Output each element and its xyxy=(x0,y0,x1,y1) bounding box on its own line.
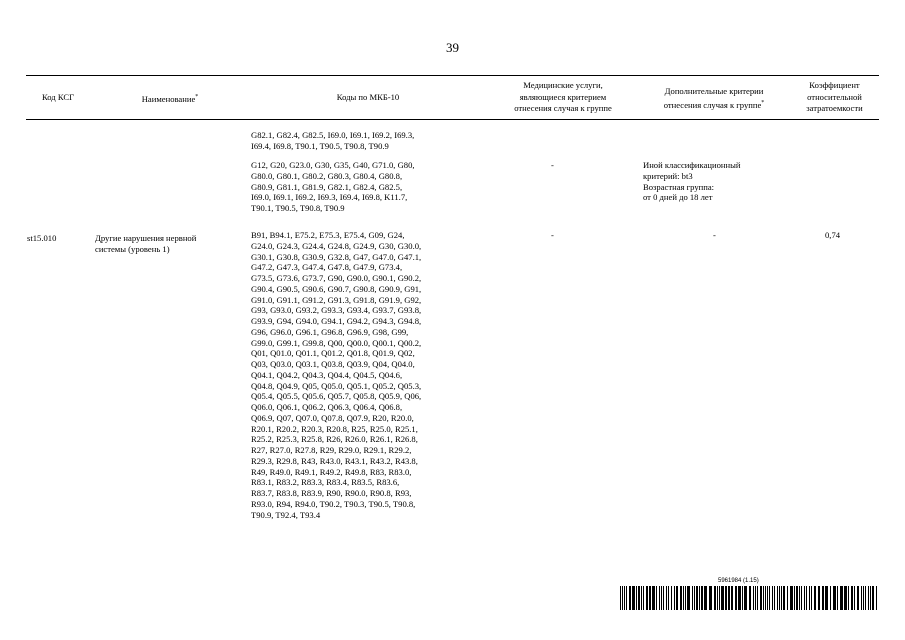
barcode-bar xyxy=(699,586,700,610)
criteria-line: Возрастная группа: xyxy=(643,181,715,192)
barcode-bar xyxy=(854,586,855,610)
barcode-bar xyxy=(674,586,675,610)
header-coefficient-line: относительной xyxy=(807,91,862,102)
icd-code-line: R25.2, R25.3, R25.8, R26, R26.0, R26.1, R26.8, xyxy=(251,434,418,445)
barcode-bar xyxy=(714,586,716,610)
icd-code-line: G91.0, G91.1, G91.2, G91.3, G91.8, G91.9, G92, xyxy=(251,294,422,305)
barcode-bar xyxy=(837,586,838,610)
icd-code-line: R93.0, R94, R94.0, T90.2, T90.3, T90.5, T90.8, xyxy=(251,498,416,509)
barcode-bar xyxy=(876,586,877,610)
icd-code-line: I69.4, I69.8, T90.1, T90.5, T90.8, T90.9 xyxy=(251,140,389,151)
barcode-bar xyxy=(796,586,798,610)
barcode-bar xyxy=(687,586,690,610)
barcode-bar xyxy=(656,586,657,610)
barcode-bar xyxy=(659,586,660,610)
barcode-bar xyxy=(696,586,698,610)
icd-code-line: G80.9, G81.1, G81.9, G82.1, G82.4, G82.5, xyxy=(251,181,403,192)
barcode-bar xyxy=(809,586,810,610)
barcode-bar xyxy=(825,586,828,610)
barcode-bar xyxy=(865,586,866,610)
header-icd-codes-label: Коды по МКБ-10 xyxy=(336,92,400,102)
criteria-line: критерий: bt3 xyxy=(643,170,693,181)
barcode-bar xyxy=(626,586,627,610)
icd-code-line: T90.1, T90.5, T90.8, T90.9 xyxy=(251,203,345,213)
barcode-bar xyxy=(666,586,667,610)
barcode-bar xyxy=(622,586,623,610)
header-additional-criteria-footnote-mark: * xyxy=(761,99,765,106)
icd-code-line: G93.9, G94, G94.0, G94.1, G94.2, G94.3, G94.8, xyxy=(251,316,422,326)
barcode-bar xyxy=(763,586,764,610)
header-code-label: Код КСГ xyxy=(41,92,75,102)
row-icd-codes xyxy=(251,230,421,520)
icd-code-line: Q05.4, Q05.5, Q05.6, Q05.7, Q05.8, Q05.9, Q06, xyxy=(251,391,422,402)
header-name-label: Наименование xyxy=(141,93,196,104)
icd-code-line: G73.5, G73.6, G73.7, G90, G90.0, G90.1, G90.2, xyxy=(251,273,422,283)
barcode-bar xyxy=(709,586,712,610)
header-top-rule xyxy=(26,75,879,76)
barcode-bar xyxy=(765,586,766,610)
icd-code-line: G90.4, G90.5, G90.6, G90.7, G90.8, G90.9, G91, xyxy=(251,283,422,294)
icd-code-line: T90.9, T92.4, T93.4 xyxy=(251,509,321,520)
document-id: 5961984 (1.15) xyxy=(718,578,759,584)
barcode-bar xyxy=(790,586,793,610)
barcode-bar xyxy=(663,586,664,610)
icd-code-line: G96, G96.0, G96.1, G96.8, G96.9, G98, G99, xyxy=(251,326,409,337)
barcode-bar xyxy=(818,586,820,610)
icd-code-line: G12, G20, G23.0, G30, G35, G40, G71.0, G80, xyxy=(251,160,415,170)
continuation-row-2-icd-codes xyxy=(251,160,415,214)
icd-code-line: Q04.8, Q04.9, Q05, Q05.0, Q05.1, Q05.2, Q05.3, xyxy=(251,380,422,391)
header-medical-services-line: отнесения случая к группе xyxy=(514,103,612,113)
barcode-bar xyxy=(701,586,703,610)
page-number: 39 xyxy=(446,40,459,55)
continuation-row-1-icd-codes xyxy=(251,130,414,152)
header-medical-services-line: являющиеся критерием xyxy=(519,91,607,102)
header-additional-criteria xyxy=(640,86,788,111)
icd-code-line: R29.3, R29.8, R43, R43.0, R43.1, R43.2, R43.8, xyxy=(251,455,418,466)
barcode-bar xyxy=(721,586,724,610)
barcode-bar xyxy=(794,586,795,610)
barcode-bar xyxy=(830,586,831,610)
header-medical-services-line: Медицинские услуги, xyxy=(523,80,603,90)
barcode-bar xyxy=(652,586,655,610)
barcode-bar xyxy=(694,586,695,610)
icd-code-line: G93, G93.0, G93.2, G93.3, G93.4, G93.7, G93.8, xyxy=(251,305,422,316)
barcode-bar xyxy=(857,586,859,610)
criteria-line: Иной классификационный xyxy=(643,160,741,170)
row-coefficient: 0,74 xyxy=(825,230,841,240)
icd-code-line: R20.1, R20.2, R20.3, R20.8, R25, R25.0, R25.1, xyxy=(251,423,418,434)
barcode-bar xyxy=(769,586,770,610)
barcode-bar xyxy=(861,586,862,610)
barcode-bar xyxy=(822,586,824,610)
barcode-bar xyxy=(851,586,853,610)
barcode-bar xyxy=(783,586,785,610)
barcode-image xyxy=(620,586,879,610)
barcode-bar xyxy=(753,586,754,610)
criteria-line: от 0 дней до 18 лет xyxy=(643,192,713,203)
header-coefficient xyxy=(790,80,879,115)
barcode-bar xyxy=(870,586,871,610)
row-name-line: Другие нарушения нервной xyxy=(95,233,197,243)
barcode-bar xyxy=(814,586,816,610)
barcode-bar xyxy=(844,586,847,610)
barcode-bar xyxy=(799,586,800,610)
barcode-bar xyxy=(632,586,635,610)
barcode-bar xyxy=(872,586,874,610)
barcode-bar xyxy=(757,586,758,610)
row-medical-services: - xyxy=(551,230,554,240)
icd-code-line: Q06.0, Q06.1, Q06.2, Q06.3, Q06.4, Q06.8, xyxy=(251,402,403,412)
header-medical-services xyxy=(488,80,638,115)
barcode-bar xyxy=(643,586,644,610)
barcode-bar xyxy=(779,586,780,610)
barcode-bar xyxy=(636,586,637,610)
barcode-bar xyxy=(680,586,682,610)
barcode-bar xyxy=(755,586,756,610)
barcode-bar xyxy=(704,586,707,610)
icd-code-line: G47.2, G47.3, G47.4, G47.8, G47.9, G73.4, xyxy=(251,262,403,273)
barcode-bar xyxy=(744,586,747,610)
barcode-bar xyxy=(668,586,669,610)
continuation-row-2-medical-services: - xyxy=(551,160,554,170)
header-code xyxy=(26,92,90,104)
barcode-bar xyxy=(728,586,730,610)
barcode-bar xyxy=(649,586,651,610)
barcode-bar xyxy=(629,586,631,610)
barcode-bar xyxy=(717,586,718,610)
barcode-bar xyxy=(749,586,751,610)
barcode-bar xyxy=(731,586,733,610)
row-name-line: системы (уровень 1) xyxy=(95,243,170,254)
barcode-bar xyxy=(685,586,686,610)
barcode-bar xyxy=(683,586,684,610)
barcode-bar xyxy=(760,586,762,610)
icd-code-line: R49, R49.0, R49.1, R49.2, R49.8, R83, R83.0, xyxy=(251,466,412,477)
header-coefficient-line: затратоемкости xyxy=(806,103,863,113)
barcode-bar xyxy=(781,586,782,610)
icd-code-line: R27, R27.0, R27.8, R29, R29.0, R29.1, R29.2, xyxy=(251,445,412,455)
barcode-bar xyxy=(863,586,864,610)
icd-code-line: B91, B94.1, E75.2, E75.3, E75.4, G09, G24, xyxy=(251,230,405,240)
barcode-bar xyxy=(661,586,662,610)
header-icd-codes xyxy=(248,92,488,104)
barcode-bar xyxy=(646,586,648,610)
icd-code-line: G30.1, G30.8, G30.9, G32.8, G47, G47.0, G47.1, xyxy=(251,251,422,262)
row-name xyxy=(95,233,196,255)
header-bottom-rule xyxy=(26,119,879,120)
barcode-bar xyxy=(641,586,642,610)
icd-code-line: G80.0, G80.1, G80.2, G80.3, G80.4, G80.8, xyxy=(251,170,403,181)
barcode-bar xyxy=(772,586,773,610)
icd-code-line: G99.0, G99.1, G99.8, Q00, Q00.0, Q00.1, Q00.2, xyxy=(251,337,422,348)
header-name xyxy=(92,92,248,105)
barcode-bar xyxy=(638,586,640,610)
row-additional-criteria: - xyxy=(713,230,716,240)
header-additional-criteria-line: отнесения случая к группе* xyxy=(663,99,765,110)
barcode-bar xyxy=(676,586,678,610)
barcode-bar xyxy=(833,586,836,610)
barcode-bar xyxy=(735,586,737,610)
barcode-bar xyxy=(624,586,625,610)
barcode-bar xyxy=(787,586,788,610)
barcode-bar xyxy=(840,586,843,610)
icd-code-line: G24.0, G24.3, G24.4, G24.8, G24.9, G30, G30.0, xyxy=(251,240,422,251)
header-additional-criteria-line: Дополнительные критерии xyxy=(664,86,764,96)
barcode-bar xyxy=(811,586,812,610)
barcode-bar xyxy=(848,586,849,610)
barcode-bar xyxy=(777,586,778,610)
barcode-bar xyxy=(774,586,775,610)
barcode-bar xyxy=(671,586,672,610)
icd-code-line: R83.1, R83.2, R83.3, R83.4, R83.5, R83.6, xyxy=(251,477,400,488)
barcode-bar xyxy=(692,586,693,610)
barcode-bar xyxy=(620,586,621,610)
header-coefficient-line: Коэффициент xyxy=(809,80,860,90)
header-name-footnote-mark: * xyxy=(195,94,199,100)
barcode-bar xyxy=(868,586,869,610)
continuation-row-2-additional-criteria xyxy=(643,160,740,203)
barcode-bar xyxy=(742,586,743,610)
barcode-bar xyxy=(806,586,807,610)
barcode-bar xyxy=(801,586,802,610)
barcode-bar xyxy=(804,586,805,610)
barcode-bar xyxy=(725,586,727,610)
icd-code-line: Q03, Q03.0, Q03.1, Q03.8, Q03.9, Q04, Q04.0, xyxy=(251,359,415,369)
icd-code-line: R83.7, R83.8, R83.9, R90, R90.0, R90.8, R93, xyxy=(251,488,412,498)
icd-code-line: Q06.9, Q07, Q07.0, Q07.8, Q07.9, R20, R20.0, xyxy=(251,412,414,423)
barcode-bar xyxy=(767,586,768,610)
icd-code-line: Q01, Q01.0, Q01.1, Q01.2, Q01.8, Q01.9, Q02, xyxy=(251,348,415,359)
icd-code-line: G82.1, G82.4, G82.5, I69.0, I69.1, I69.2, I69.3, xyxy=(251,130,415,140)
barcode-bar xyxy=(738,586,741,610)
barcode-bar xyxy=(719,586,720,610)
icd-code-line: Q04.1, Q04.2, Q04.3, Q04.4, Q04.5, Q04.6, xyxy=(251,369,403,380)
row-code: st15.010 xyxy=(27,233,57,243)
icd-code-line: I69.0, I69.1, I69.2, I69.3, I69.4, I69.8, K11.7, xyxy=(251,192,408,203)
